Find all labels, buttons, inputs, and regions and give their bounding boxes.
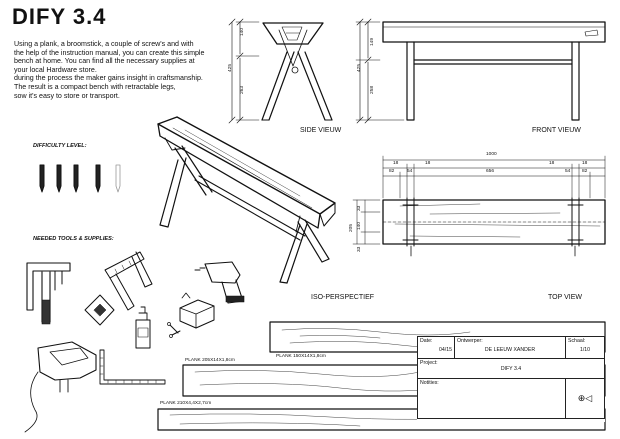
dim-top-b: 18 [425, 161, 431, 166]
difficulty-level-pencils [40, 165, 120, 192]
dim-top-e: 82 [389, 169, 395, 174]
date-label: Date: [420, 338, 433, 344]
iso-view-label: ISO-PERSPECTIEF [311, 294, 375, 301]
dim-top-h: 54 [565, 169, 571, 174]
dim-top-v1: 205 [349, 223, 354, 232]
scale-cell [566, 337, 605, 359]
notes-cell [418, 379, 566, 419]
measuring-square-icon [100, 350, 165, 384]
glue-bottle-icon [136, 307, 150, 348]
pencil-icon [96, 165, 100, 192]
project-label: Project: [420, 360, 438, 366]
dim-top-d: 18 [582, 161, 588, 166]
date-cell [418, 337, 455, 359]
plank-label-205: PLANK 205X14X1,8cm [185, 358, 235, 363]
dim-top-v3: 140 [357, 221, 362, 230]
scale-value: 1/10 [579, 347, 591, 353]
screws-icon [168, 323, 181, 338]
top-view-label: TOP VIEW [548, 294, 582, 301]
screws-box-icon [180, 293, 214, 328]
project-value: DIFY 3.4 [500, 366, 522, 372]
folding-ruler-icon [105, 252, 152, 310]
designer-value: DE LEEUW XANDER [484, 347, 536, 353]
intro-line: bench at home. You can find all the necessary supplies at [14, 57, 195, 66]
intro-line: Using a plank, a broomstick, a couple of screw's and with [14, 40, 194, 48]
title-block [417, 336, 605, 422]
notes-label: Notities: [420, 380, 439, 386]
dim-side-bottom: 263 [240, 85, 245, 94]
date-value: 04/15 [439, 347, 452, 353]
dim-top-total: 1000 [486, 152, 497, 157]
projection-symbol-icon: ⊕◁ [577, 393, 593, 403]
dim-side-top: 140 [240, 27, 245, 36]
title-block-table [417, 336, 605, 419]
intro-line: The result is a compact bench with retractable legs, [14, 82, 176, 91]
intro-line: the help of the instruction manual, you can create this simple [14, 48, 205, 57]
dim-front-total: 425 [357, 63, 362, 72]
dim-top-c: 18 [549, 161, 555, 166]
dim-front-bottom: 258 [370, 85, 375, 94]
designer-cell [455, 337, 566, 359]
pencil-icon [74, 165, 78, 192]
dim-top-v4: 33 [357, 246, 362, 252]
dim-top-i: 82 [582, 169, 588, 174]
iso-perspective-drawing [158, 117, 335, 283]
front-view-drawing [356, 19, 605, 123]
dim-top-a: 18 [393, 161, 399, 166]
try-square-icon [85, 295, 114, 325]
dim-top-v2: 33 [357, 205, 362, 211]
jigsaw-icon [25, 342, 96, 432]
designer-label: Ontwerper: [457, 338, 483, 344]
intro-line: sow it's easy to store or transport. [14, 91, 120, 100]
plank-label-150: PLANK 150X14X1,8cm [276, 354, 326, 359]
dim-top-g: 656 [486, 169, 495, 174]
dim-front-top: 149 [370, 37, 375, 46]
pencil-icon-empty [116, 165, 120, 192]
drill-icon [195, 262, 244, 303]
plank-label-210: PLANK 210X4,4X2,7cm [160, 401, 212, 406]
intro-line: your local Hardware store. [14, 65, 97, 74]
page-title: DIFY 3.4 [12, 4, 107, 29]
clamp-icon [27, 263, 70, 324]
dim-side-total: 425 [228, 63, 233, 72]
dim-top-f: 54 [407, 169, 413, 174]
tools-label: NEEDED TOOLS & SUPPLIES: [33, 236, 114, 242]
intro-line: during the process the maker gains insight in craftsmanship. [14, 74, 203, 83]
project-cell [418, 359, 605, 379]
side-view-label: SIDE VIEUW [300, 127, 342, 134]
scale-label: Schaal: [568, 338, 586, 344]
pencil-icon [40, 165, 44, 192]
pencil-icon [57, 165, 61, 192]
projection-symbol-cell [566, 379, 605, 419]
front-view-label: FRONT VIEUW [532, 127, 581, 134]
difficulty-label: DIFFICULTY LEVEL: [33, 143, 87, 149]
